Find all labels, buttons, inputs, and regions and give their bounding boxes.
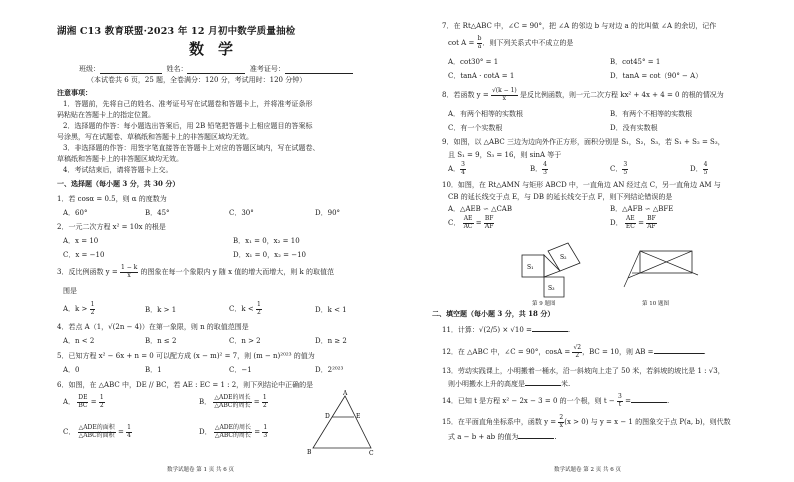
student-info-row <box>79 64 353 74</box>
label-s1: S₁ <box>527 264 534 271</box>
q13-answer-blank[interactable] <box>525 378 561 386</box>
q3-option-d: D．k < 1 <box>315 306 347 314</box>
note-item: 草稿纸和答题卡上的非答题区域均无效。 <box>57 155 183 163</box>
q6-option-d: D． $\frac{\text{△ADE的周长}}{\text{△ABC的周长}}$ = $\frac{1}{3}$ <box>199 424 268 439</box>
q3-option-b: B．k > 1 <box>145 306 177 314</box>
note-item: 码粘贴在答题卡上的指定位置。 <box>57 111 155 119</box>
q9-squares-figure <box>520 241 592 299</box>
q7-stem-cont: cot A = $\frac{b}{a}$ ．则下列关系式中不成立的是 <box>448 35 574 50</box>
q14-stem: 14．已知 t 是方程 x² − 2x − 3 = 0 的一个根，则 t − $\frac{3}{t}$ = . <box>442 393 670 408</box>
q9-stem: 9．如图，以 △ABC 三边为边向外作正方形，面积分别是 S₁，S₂，S₃，若 S₁ + S₂ = S₃， <box>442 138 725 146</box>
q8-stem: 8．若函数 y = $\frac{√(k - 1)}{x}$ 是反比例函数，则一元二次方程 kx² + 4x + 4 = 0 的根的情况为 <box>442 87 724 102</box>
q5-option-d: D．2²⁰²³ <box>315 366 344 374</box>
leg-an <box>640 251 698 275</box>
q3-stem-cont: 围是 <box>63 287 77 295</box>
q11-stem: 11．计算：√(2/5) × √10 = . <box>442 326 571 334</box>
q4-option-b: B．n ≤ 2 <box>145 337 177 345</box>
q15-stem: 15．在平面直角坐标系中，函数 y = $\frac{2}{x}$ (x > 0) 与 y = x − 1 的图象交于点 P(a, b)，则代数 <box>442 414 731 429</box>
q3-option-c: C．k < $\frac{1}{2}$ <box>229 301 261 316</box>
q6-triangle-figure <box>305 388 375 456</box>
section-2-heading: 二、填空题（每小题 3 分，共 18 分） <box>432 309 555 318</box>
q2-option-b: B．x₁ = 0，x₂ = 10 <box>233 237 300 245</box>
q3-fraction: $\frac{1 - k}{x}$ <box>120 264 138 279</box>
label-s2: S₂ <box>560 254 567 261</box>
q4-option-c: C．n > 2 <box>229 337 261 345</box>
q1-option-a: A．60° <box>63 209 88 217</box>
q10-fig-caption: 第 10 题图 <box>642 301 669 307</box>
note-item: 号涂黑，写在试题卷、草稿纸和答题卡上的非答题区域均无效。 <box>57 133 253 141</box>
point-label-e: E <box>356 413 361 420</box>
left-page <box>57 0 397 482</box>
point-label-d: D <box>325 413 330 420</box>
q5-stem: 5．已知方程 x² − 6x + n = 0 可以配方成 (x − m)² = 7，则 (m − n)²⁰²³ 的值为 <box>57 352 315 360</box>
section-1-heading: 一、选择题（每小题 3 分，共 30 分） <box>57 179 180 188</box>
notes-heading: 注意事项： <box>57 88 92 97</box>
q2-stem: 2．一元二次方程 x² = 10x 的根是 <box>57 223 166 231</box>
q5-option-b: B．1 <box>145 366 162 374</box>
right-page <box>432 0 782 482</box>
q6-option-c: C． $\frac{\text{△ADE的面积}}{\text{△ABC的面积}}$ = $\frac{1}{4}$ <box>63 424 131 439</box>
q15-stem-cont: 式 a − b + ab 的值为 . <box>448 433 557 441</box>
label-s3: S₃ <box>548 285 555 292</box>
q9-option-b: B． $\frac{4}{3}$ <box>530 161 547 176</box>
point-label-c: C <box>369 450 374 456</box>
q5-option-a: A．0 <box>63 366 80 374</box>
q14-answer-blank[interactable] <box>631 395 667 403</box>
subject-title: 数学 <box>189 40 248 58</box>
q8-option-b: B．有两个不相等的实数根 <box>610 110 693 118</box>
q9-option-a: A． $\frac{3}{4}$ <box>448 161 465 176</box>
exam-no-label: 准考证号： <box>249 65 285 73</box>
q1-option-b: B．45° <box>145 209 170 217</box>
q2-option-a: A．x = 10 <box>63 237 99 245</box>
q9-option-d: D． $\frac{4}{5}$ <box>690 161 708 176</box>
q10-option-a: A．△AEB ∽ △CAB <box>448 205 513 213</box>
q1-option-c: C．30° <box>229 209 254 217</box>
q6-stem: 6．如图，在 △ABC 中，DE // BC，若 AE : EC = 1 : 2，则下列结论中正确的是 <box>57 381 314 389</box>
q10-rectangle-figure <box>620 245 706 295</box>
q1-option-d: D．90° <box>315 209 341 217</box>
q7-option-c: C．tanA · cotA = 1 <box>448 72 515 80</box>
q10-option-d: D． $\frac{AE}{EC}$ = $\frac{BF}{AF}$ <box>610 215 656 230</box>
q7-option-a: A．cot30° = 1 <box>448 58 499 66</box>
note-item: 4．考试结束后，请将答题卡上交。 <box>63 166 173 174</box>
q9-option-c: C． $\frac{3}{5}$ <box>610 161 628 176</box>
q13-stem-cont: 则小明搬水上升的高度是 米. <box>448 380 571 388</box>
q7-option-b: B．cot45° = 1 <box>610 58 661 66</box>
note-item: 2．选择题的作答：每小题选出答案后，用 2B 铅笔把答题卡上相应题目的答案标 <box>63 122 313 130</box>
q8-option-a: A．有两个相等的实数根 <box>448 110 524 118</box>
q12-answer-blank[interactable] <box>654 346 704 354</box>
point-label-b: B <box>307 449 312 456</box>
q1-stem: 1．若 cosα = 0.5，则 α 的度数为 <box>57 195 167 203</box>
q2-option-c: C．x = −10 <box>63 251 105 259</box>
q2-option-d: D．x₁ = 0，x₂ = −10 <box>233 251 306 259</box>
q5-option-c: C．−1 <box>229 366 252 374</box>
note-item: 3．非选择题的作答：用签字笔直接答在答题卡上对应的答题区域内，写在试题卷、 <box>63 144 320 152</box>
q10-stem: 10．如图，在 Rt△AMN 与矩形 ABCD 中，一直角边 AN 经过点 C，另一直角边 AM 与 <box>442 181 721 189</box>
q4-option-a: A．n < 2 <box>63 337 95 345</box>
class-label: 班级： <box>79 65 100 73</box>
name-label: 姓名： <box>166 65 188 73</box>
leg-am <box>624 251 640 287</box>
q8-option-c: C．有一个实数根 <box>448 124 503 132</box>
q8-option-d: D．没有实数根 <box>610 124 658 132</box>
page-footer-right: 数学试题卷 第 2 页 共 6 页 <box>554 467 621 473</box>
page-footer-left: 数学试题卷 第 1 页 共 6 页 <box>167 467 234 473</box>
q3-stem: 3．反比例函数 y = $\frac{1 - k}{x}$ 的图象在每一个象限内 y 随 x 值的增大而增大，则 k 的取值范 <box>57 264 334 279</box>
q7-option-d: D．tanA = cot（90° − A） <box>610 72 703 80</box>
class-field[interactable] <box>100 65 162 74</box>
q15-answer-blank[interactable] <box>518 431 554 439</box>
q7-stem: 7．在 Rt△ABC 中，∠C = 90°，把 ∠A 的邻边 b 与对边 a 的比叫做 ∠A 的余切，记作 <box>442 22 717 30</box>
q12-stem: 12．在 △ABC 中，∠C = 90°，cosA = $\frac{√2}{2}$ ，BC = 10，则 AB = . <box>442 344 706 359</box>
point-label-a: A <box>343 390 348 397</box>
triangle-abc <box>313 396 371 448</box>
exam-title: 湖湘 C13 教育联盟·2023 年 12 月初中数学质量抽检 <box>57 26 296 37</box>
q4-stem: 4．若点 A（1，√(2n − 4)）在第一象限，则 n 的取值范围是 <box>57 323 249 331</box>
exam-no-field[interactable] <box>285 65 353 74</box>
q3-option-a: A．k > $\frac{1}{2}$ <box>63 301 95 316</box>
q9-stem-cont: 且 S₁ = 9，S₃ = 16，则 sinA 等于 <box>448 151 562 159</box>
q6-option-a: A． $\frac{DE}{BC}$ = $\frac{1}{2}$ <box>63 394 104 409</box>
q6-option-b: B． $\frac{\text{△ADE的周长}}{\text{△ABC的周长}}$ = $\frac{1}{2}$ <box>199 394 267 409</box>
q9-fig-caption: 第 9 题图 <box>532 301 556 307</box>
q11-answer-blank[interactable] <box>532 324 568 332</box>
q10-stem-cont: CB 的延长线交于点 E，与 DB 的延长线交于点 F，则下列结论错误的是 <box>448 193 673 201</box>
q4-option-d: D．n ≥ 2 <box>315 337 347 345</box>
note-item: 1．答题前，先将自己的姓名、准考证号写在试题卷和答题卡上，并将准考证条形 <box>63 100 313 108</box>
exam-info: （本试卷共 6 页，25 题，全卷满分：120 分，考试用时：120 分钟） <box>87 76 307 84</box>
q10-option-b: B．△AFB ∽ △BFE <box>610 205 674 213</box>
q10-option-c: C． $\frac{AE}{AC}$ = $\frac{BF}{AF}$ <box>448 215 494 230</box>
q13-stem: 13．劳动实践课上，小明搬着一桶水，沿一斜坡向上走了 50 米，若斜坡的坡比是 1 : √3， <box>442 367 725 375</box>
name-field[interactable] <box>187 65 245 74</box>
